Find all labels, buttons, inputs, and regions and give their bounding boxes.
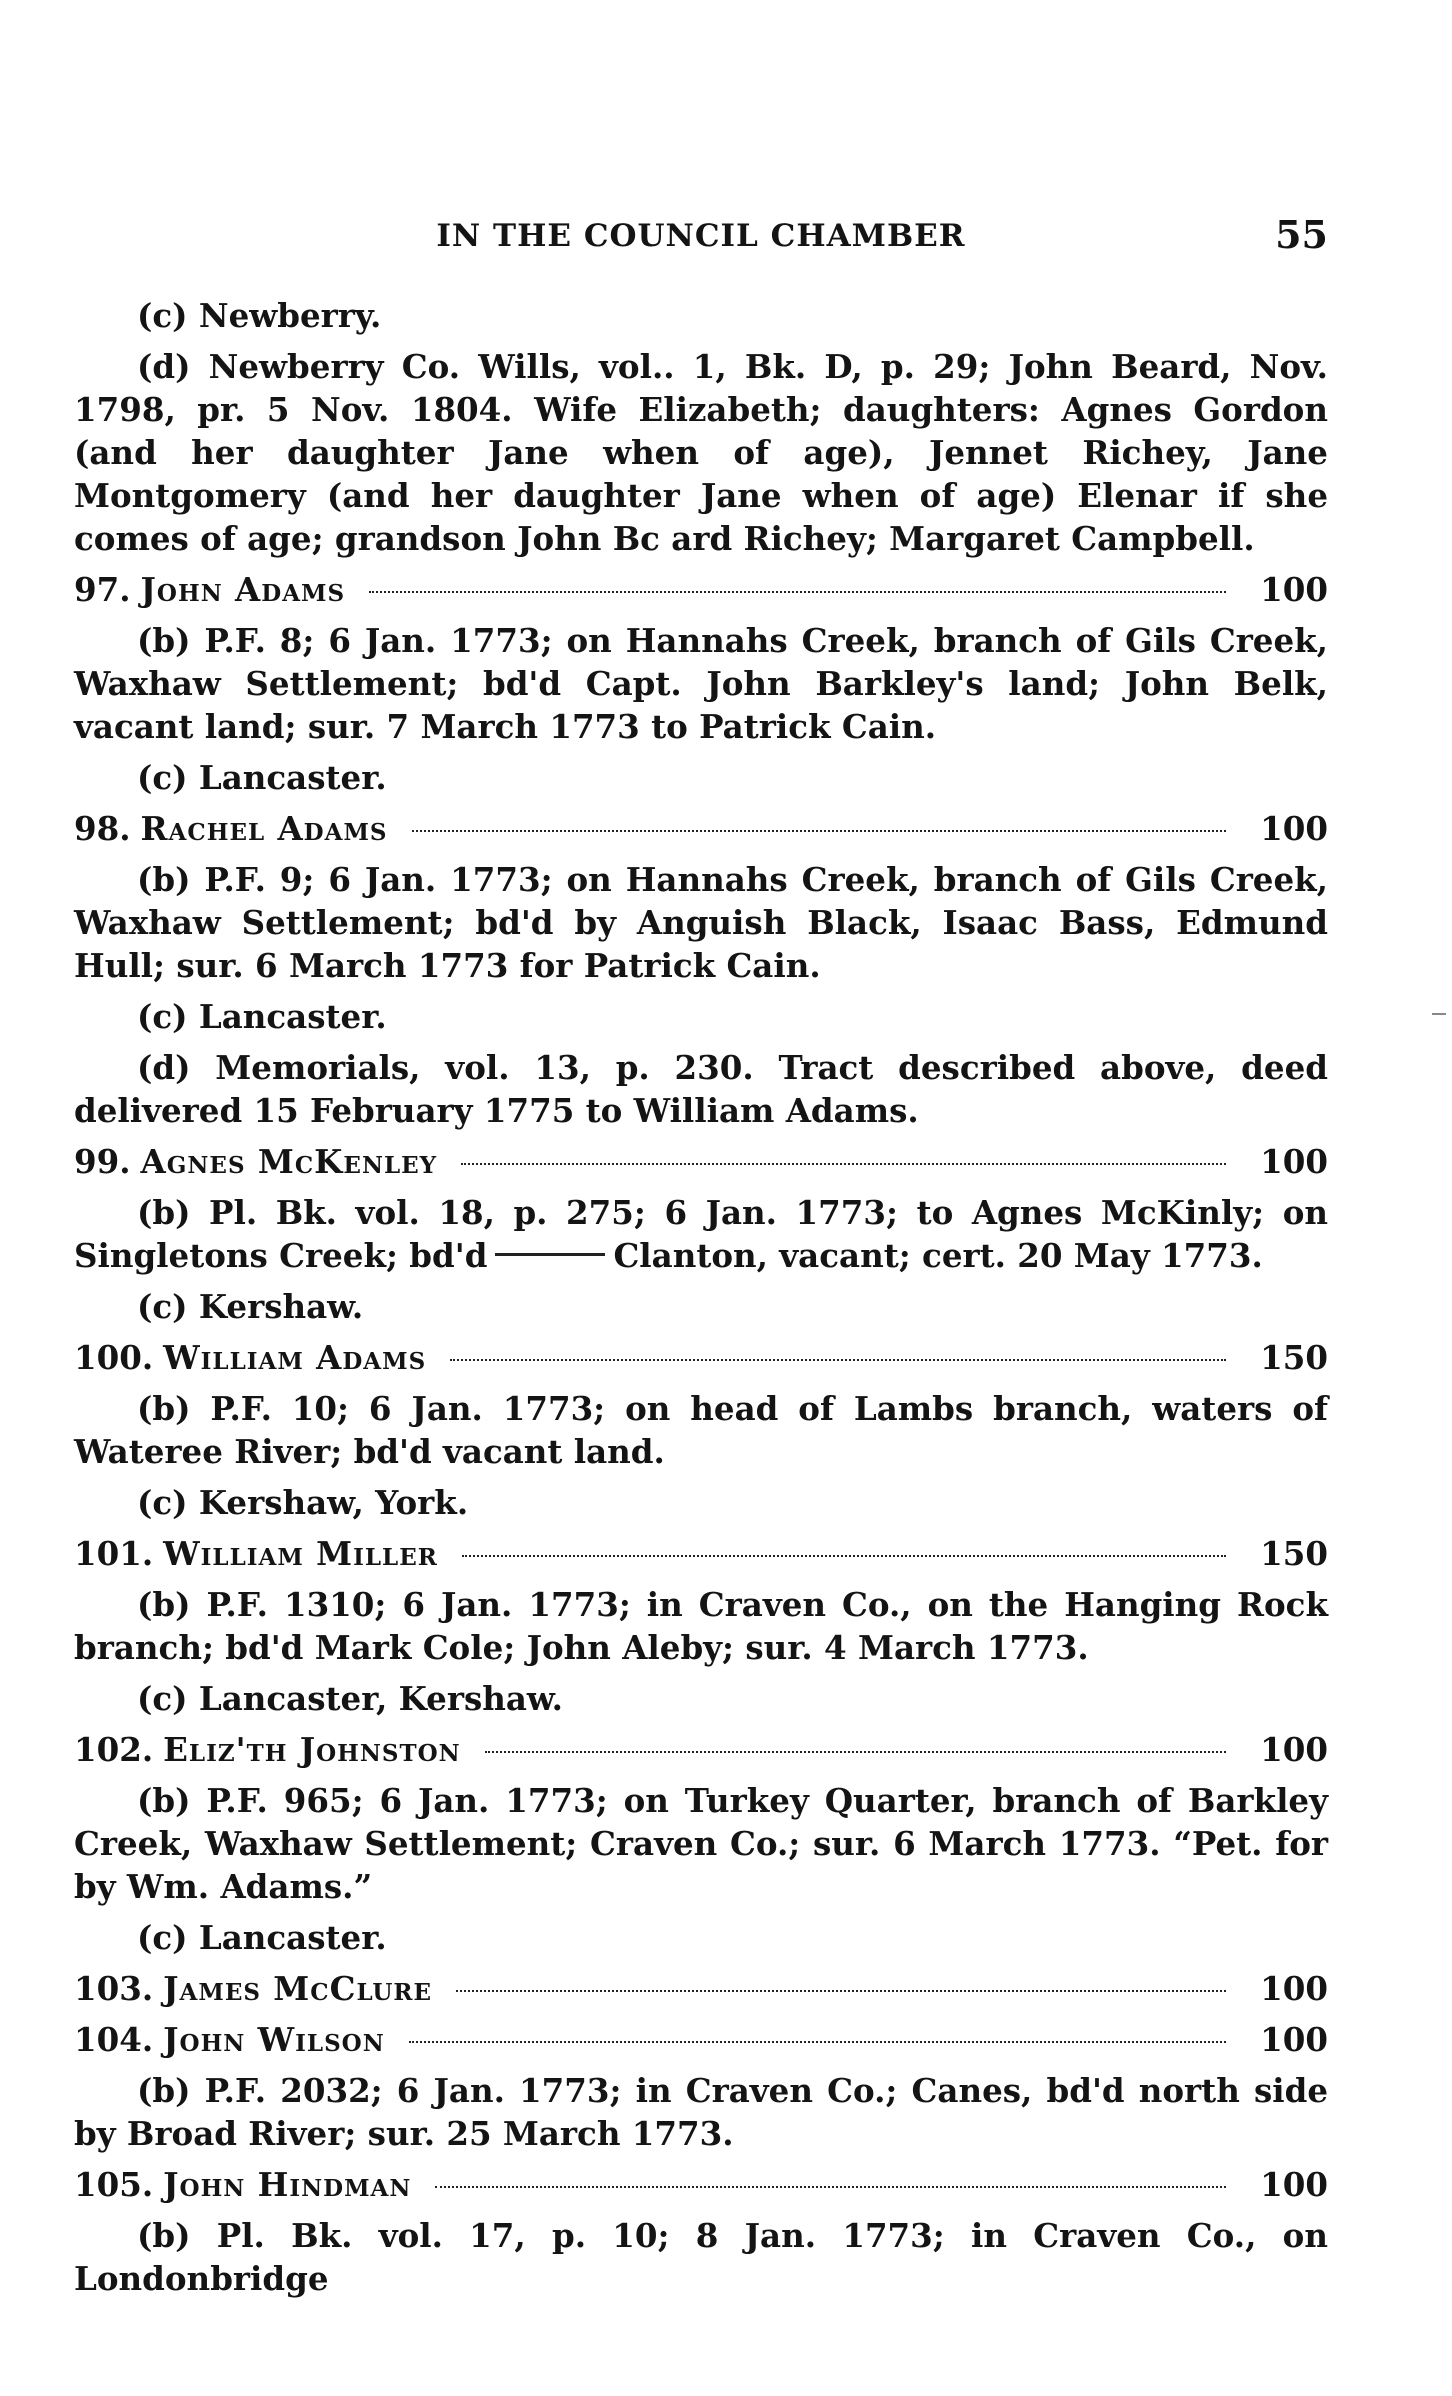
entry-number: 102. [74, 1730, 154, 1769]
grantee-name: Eliz'th Johnston [163, 1730, 461, 1769]
grantee-name: John Hindman [163, 2165, 412, 2204]
entry-paragraph: (b) Pl. Bk. vol. 17, p. 10; 8 Jan. 1773; in Craven Co., on Londonbridge [74, 2216, 1328, 2298]
acreage: 150 [1260, 1338, 1328, 1377]
grantee-name: William Adams [163, 1338, 427, 1377]
dot-leader [462, 1555, 1226, 1557]
entry-paragraph: (b) P.F. 1310; 6 Jan. 1773; in Craven Co., on the Hanging Rock branch; bd'd Mark Cole; John Aleby; sur. 4 March 1773. [74, 1585, 1328, 1667]
entry-paragraph: (c) Kershaw, York. [137, 1483, 469, 1522]
paragraph-text: Clanton, vacant; cert. 20 May 1773. [613, 1236, 1263, 1275]
dot-leader [369, 591, 1226, 593]
entry-number: 97. [74, 570, 131, 609]
entry-paragraph: (b) P.F. 10; 6 Jan. 1773; on head of Lambs branch, waters of Wateree River; bd'd vacant land. [74, 1389, 1328, 1471]
grantee-name: Rachel Adams [140, 809, 388, 848]
blank-name-dash [495, 1253, 605, 1256]
entry-paragraph: (b) P.F. 9; 6 Jan. 1773; on Hannahs Creek, branch of Gils Creek, Waxhaw Settlement; bd'd by Anguish Black, Isaac Bass, Edmund Hull; sur. 6 March 1773 for Patrick Cain. [74, 860, 1328, 985]
entry-paragraph: (d) Newberry Co. Wills, vol.. 1, Bk. D, p. 29; John Beard, Nov. 1798, pr. 5 Nov. 1804. Wife Elizabeth; daughters: Agnes Gordon (and her daughter Jane when of age), Jennet Richey, Jane Montgomery (and her daughter Jane when of age) Elenar if she comes of age; grandson John Bc ard Richey; Margaret Campbell. [74, 347, 1328, 558]
acreage: 100 [1260, 1142, 1328, 1181]
page-number: 55 [1275, 212, 1328, 257]
grant-entry-heading [74, 1967, 1328, 2010]
acreage: 100 [1260, 570, 1328, 609]
acreage: 100 [1260, 2020, 1328, 2059]
grant-entry-heading [74, 2018, 1328, 2061]
dot-leader [409, 2041, 1226, 2043]
dot-leader [485, 1751, 1226, 1753]
running-title: IN THE COUNCIL CHAMBER [436, 218, 966, 254]
acreage: 100 [1260, 809, 1328, 848]
grant-entry-heading [74, 1532, 1328, 1575]
entry-number: 100. [74, 1338, 154, 1377]
entry-paragraph: (c) Newberry. [137, 296, 382, 335]
entry-paragraph: (c) Lancaster. [137, 997, 387, 1036]
entry-number: 101. [74, 1534, 154, 1573]
entry-paragraph: (b) P.F. 965; 6 Jan. 1773; on Turkey Quarter, branch of Barkley Creek, Waxhaw Settlement; Craven Co.; sur. 6 March 1773. “Pet. for by Wm. Adams.” [74, 1781, 1328, 1906]
grantee-name: James McClure [163, 1969, 433, 2008]
entry-paragraph: (d) Memorials, vol. 13, p. 230. Tract described above, deed delivered 15 February 1775 to William Adams. [74, 1048, 1328, 1130]
acreage: 100 [1260, 1730, 1328, 1769]
grant-entry-heading [74, 1336, 1328, 1379]
grant-entry-heading [74, 568, 1328, 611]
entry-paragraph: (c) Kershaw. [137, 1287, 364, 1326]
entry-paragraph: (b) P.F. 8; 6 Jan. 1773; on Hannahs Creek, branch of Gils Creek, Waxhaw Settlement; bd'd Capt. John Barkley's land; John Belk, vacant land; sur. 7 March 1773 to Patrick Cain. [74, 621, 1328, 746]
entry-number: 104. [74, 2020, 154, 2059]
dot-leader [435, 2186, 1226, 2188]
entry-paragraph: (b) P.F. 2032; 6 Jan. 1773; in Craven Co.; Canes, bd'd north side by Broad River; sur. 25 March 1773. [74, 2071, 1328, 2153]
acreage: 100 [1260, 2165, 1328, 2204]
dot-leader [450, 1359, 1226, 1361]
entry-paragraph: (c) Lancaster. [137, 758, 387, 797]
grantee-name: William Miller [163, 1534, 438, 1573]
acreage: 150 [1260, 1534, 1328, 1573]
grant-entry-heading [74, 807, 1328, 850]
entry-paragraph [74, 1191, 1328, 1277]
entry-number: 103. [74, 1969, 154, 2008]
margin-mark [1432, 1013, 1446, 1015]
entry-number: 105. [74, 2165, 154, 2204]
page-body [74, 294, 1328, 2308]
grantee-name: John Wilson [163, 2020, 385, 2059]
dot-leader [412, 830, 1227, 832]
grantee-name: Agnes McKenley [140, 1142, 438, 1181]
dot-leader [461, 1163, 1226, 1165]
grant-entry-heading [74, 1728, 1328, 1771]
entry-paragraph: (c) Lancaster. [137, 1918, 387, 1957]
grantee-name: John Adams [140, 570, 346, 609]
grant-entry-heading [74, 1140, 1328, 1183]
dot-leader [456, 1990, 1226, 1992]
paragraph-text: (b) Pl. Bk. vol. 18, p. 275; 6 Jan. 1773; to Agnes McKinly; on Singletons Creek; bd'd [74, 1193, 1328, 1275]
entry-paragraph: (c) Lancaster, Kershaw. [137, 1679, 563, 1718]
page-header [74, 212, 1328, 262]
entry-number: 98. [74, 809, 131, 848]
entry-number: 99. [74, 1142, 131, 1181]
grant-entry-heading [74, 2163, 1328, 2206]
acreage: 100 [1260, 1969, 1328, 2008]
